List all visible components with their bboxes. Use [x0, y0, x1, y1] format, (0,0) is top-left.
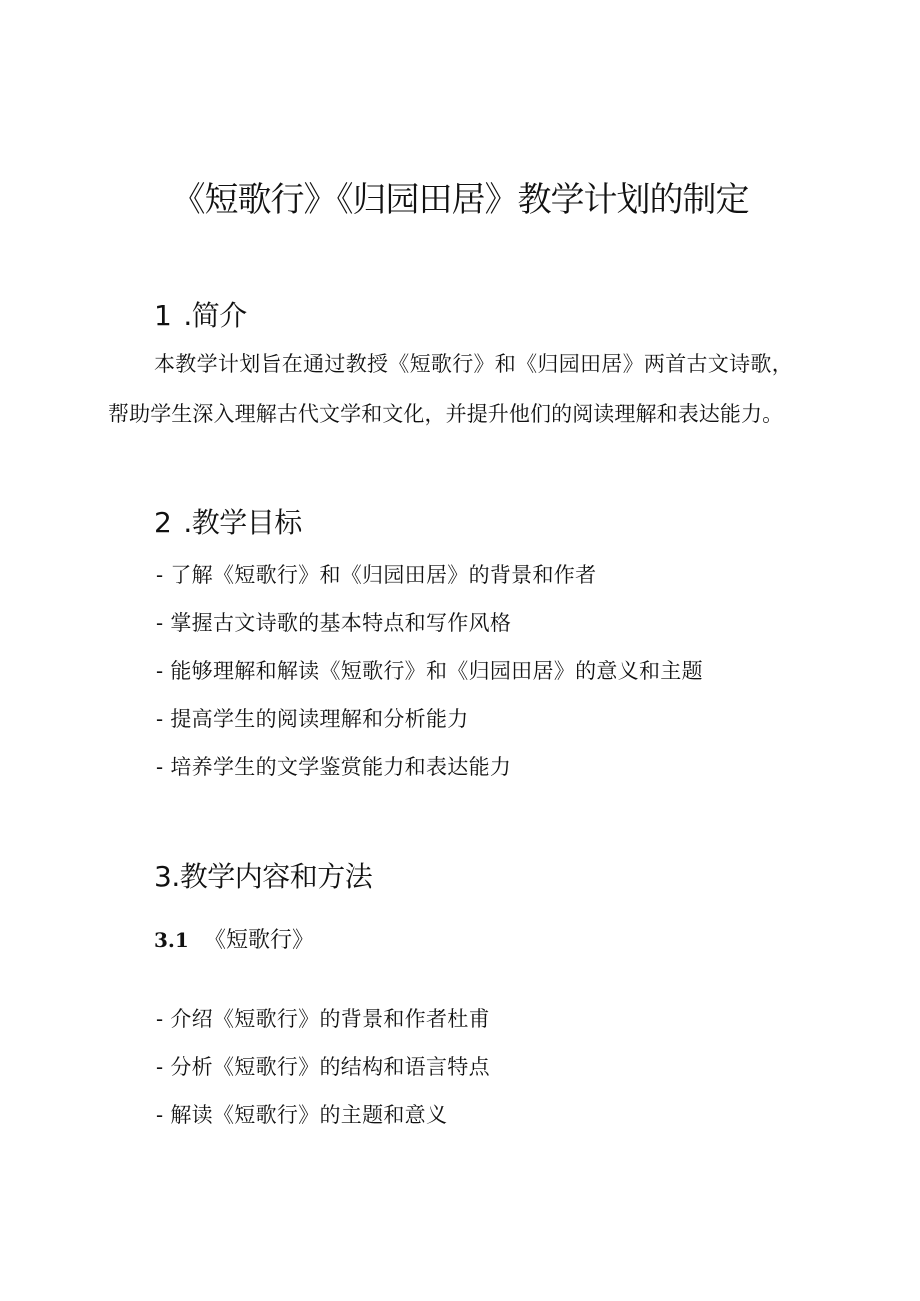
list-item: - 解读《短歌行》的主题和意义: [156, 1103, 448, 1127]
list-item: - 提高学生的阅读理解和分析能力: [156, 707, 469, 731]
subsection-3-1-number: 3.1: [154, 928, 189, 952]
list-item: - 了解《短歌行》和《归园田居》的背景和作者: [156, 563, 597, 587]
subsection-3-1-title: 《短歌行》: [204, 928, 315, 953]
section-2-number: 2: [154, 506, 172, 539]
subsection-3-1-heading: [154, 924, 314, 957]
section-1-paragraph-line-1: 本教学计划旨在通过教授《短歌行》和《归园田居》两首古文诗歌，: [154, 352, 793, 376]
list-item: - 介绍《短歌行》的背景和作者杜甫: [156, 1007, 490, 1031]
section-1-title: .简介: [183, 299, 247, 332]
section-1-paragraph-line-2: 帮助学生深入理解古代文学和文化，并提升他们的阅读理解和表达能力。: [108, 402, 784, 426]
section-1-heading: [154, 296, 247, 336]
page-title: 《短歌行》《归园田居》教学计划的制定: [171, 180, 749, 220]
list-item: - 分析《短歌行》的结构和语言特点: [156, 1055, 490, 1079]
list-item: - 掌握古文诗歌的基本特点和写作风格: [156, 611, 512, 635]
section-1-number: 1: [154, 299, 172, 332]
section-3-heading: 3.教学内容和方法: [154, 860, 373, 893]
section-2-title: .教学目标: [183, 506, 302, 539]
section-2-heading: [154, 503, 302, 543]
list-item: - 培养学生的文学鉴赏能力和表达能力: [156, 755, 512, 779]
list-item: - 能够理解和解读《短歌行》和《归园田居》的意义和主题: [156, 659, 703, 683]
